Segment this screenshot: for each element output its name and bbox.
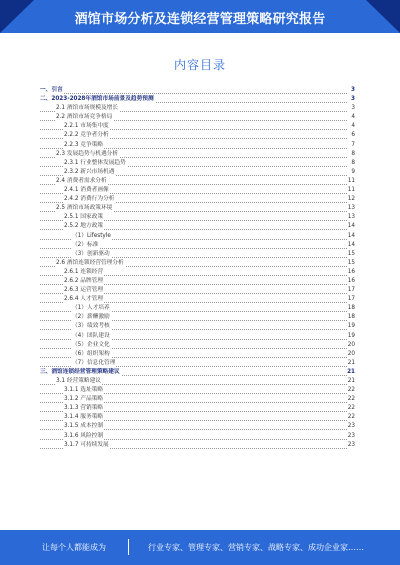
toc-entry-page: 20: [347, 341, 355, 350]
toc-entry[interactable]: [40, 204, 355, 213]
toc-entry[interactable]: [40, 404, 355, 413]
toc-entry[interactable]: [40, 322, 355, 331]
toc-entry[interactable]: [40, 141, 355, 150]
toc-entry-label[interactable]: 3.1.1 选址策略: [64, 386, 104, 395]
toc-entry-page: 14: [347, 232, 355, 241]
toc-entry[interactable]: [40, 277, 355, 286]
toc-entry-page: 8: [347, 159, 355, 168]
toc-entry-page: 14: [347, 222, 355, 231]
toc-entry-page: 17: [347, 295, 355, 304]
footer-divider: [128, 539, 129, 555]
toc-entry[interactable]: [40, 313, 355, 322]
toc-entry[interactable]: [40, 386, 355, 395]
toc-entry-page: 4: [347, 113, 355, 122]
toc-entry-page: 7: [347, 141, 355, 150]
toc-entry-label[interactable]: 2.2.2 竞争者分析: [64, 131, 110, 140]
toc-entry[interactable]: [40, 104, 355, 113]
toc-entry-page: 13: [347, 204, 355, 213]
toc-entry[interactable]: [40, 232, 355, 241]
footer-slogan: 让每个人都能成为: [42, 543, 106, 552]
toc-entry[interactable]: [40, 268, 355, 277]
toc-entry[interactable]: [40, 359, 355, 368]
toc-entry[interactable]: [40, 186, 355, 195]
toc-entry-page: 23: [347, 441, 355, 450]
toc-entry-label[interactable]: 3.1.6 风险控制: [64, 432, 104, 441]
toc-entry[interactable]: [40, 131, 355, 140]
toc-entry-page: 14: [347, 241, 355, 250]
toc-entry[interactable]: [40, 341, 355, 350]
toc-entry-label[interactable]: 2.6.4 人才管理: [64, 295, 104, 304]
toc-entry-page: 21: [347, 359, 355, 368]
toc-entry[interactable]: [40, 441, 355, 450]
toc-entry-label[interactable]: 3.1.4 服务策略: [64, 413, 104, 422]
toc-entry-page: 3: [347, 95, 355, 104]
toc-entry[interactable]: [40, 250, 355, 259]
toc-entry-page: 16: [347, 268, 355, 277]
toc-entry-page: 19: [347, 332, 355, 341]
toc-entry[interactable]: [40, 304, 355, 313]
toc-entry-label[interactable]: 2.1 酒馆市场规模及增长: [56, 104, 119, 113]
toc-entry-label[interactable]: 2.5 酒馆市场政策环境: [56, 204, 113, 213]
toc-entry[interactable]: [40, 259, 355, 268]
toc-entry-label[interactable]: 3.1.3 营销策略: [64, 404, 104, 413]
toc-entry-label[interactable]: （3）创新驱动: [72, 250, 111, 259]
toc-entry-page: 17: [347, 286, 355, 295]
toc-entry[interactable]: [40, 241, 355, 250]
toc-entry-label[interactable]: 2.3.2 新兴市场机遇: [64, 168, 115, 177]
toc-entry-page: 11: [347, 177, 355, 186]
toc-entry-label[interactable]: 2.4.1 消费者画像: [64, 186, 110, 195]
toc-entry-label[interactable]: （1）人才培养: [72, 304, 111, 313]
toc-entry[interactable]: [40, 413, 355, 422]
toc-entry-page: 12: [347, 195, 355, 204]
toc-entry[interactable]: [40, 122, 355, 131]
toc-entry-label[interactable]: （6）组织架构: [72, 350, 111, 359]
toc-entry-label[interactable]: 2.6.1 连锁经营: [64, 268, 104, 277]
toc-entry-label[interactable]: 2.2 酒馆市场竞争格局: [56, 113, 113, 122]
toc-entry[interactable]: [40, 332, 355, 341]
toc-entry-label[interactable]: 2.6.2 品牌管理: [64, 277, 104, 286]
toc-entry-page: 23: [347, 432, 355, 441]
toc-entry[interactable]: [40, 150, 355, 159]
toc-entry-label[interactable]: 3.1.2 产品策略: [64, 395, 104, 404]
toc-entry-page: 15: [347, 250, 355, 259]
toc-entry-page: 15: [347, 259, 355, 268]
toc-entry-label[interactable]: （2）薪酬激励: [72, 313, 111, 322]
toc-entry[interactable]: [40, 168, 355, 177]
toc-entry-page: 22: [347, 404, 355, 413]
toc-entry-page: 19: [347, 322, 355, 331]
toc-entry-page: 8: [347, 150, 355, 159]
toc-entry-page: 18: [347, 313, 355, 322]
toc-entry-page: 21: [347, 377, 355, 386]
toc-entry[interactable]: [40, 159, 355, 168]
toc-entry-page: 9: [347, 168, 355, 177]
toc-entry[interactable]: [40, 86, 355, 95]
toc-entry-page: 3: [347, 104, 355, 113]
toc-entry-page: 16: [347, 277, 355, 286]
toc-entry-page: 23: [347, 422, 355, 431]
toc-entry-label[interactable]: 2.2.3 竞争策略: [64, 141, 104, 150]
toc-entry[interactable]: [40, 432, 355, 441]
toc-entry-label[interactable]: 2.5.2 地方政策: [64, 222, 104, 231]
toc-entry-label[interactable]: （1）Lifestyle: [72, 232, 112, 241]
toc-heading: 内容目录: [173, 58, 226, 72]
toc-entry[interactable]: [40, 295, 355, 304]
toc-entry[interactable]: [40, 222, 355, 231]
toc-entry-page: 13: [347, 213, 355, 222]
toc-entry-page: 4: [347, 122, 355, 131]
report-title: 酒馆市场分析及连锁经营管理策略研究报告: [74, 12, 326, 27]
toc-entry[interactable]: [40, 422, 355, 431]
toc-entry-label[interactable]: 2.6 酒馆连锁经营管理分析: [56, 259, 125, 268]
toc-entry-label[interactable]: 2.3 发展趋势与机遇分析: [56, 150, 119, 159]
toc-entry-page: 6: [347, 131, 355, 140]
toc-entry-label[interactable]: （2）标准: [72, 241, 99, 250]
toc-entry-page: 11: [347, 186, 355, 195]
toc-entry[interactable]: [40, 395, 355, 404]
toc-entry-label[interactable]: 三、酒馆连锁经营管理策略建议: [40, 368, 121, 377]
toc-entry-label[interactable]: （3）绩效考核: [72, 322, 111, 331]
toc-entry-label[interactable]: 2.5.1 国家政策: [64, 213, 104, 222]
footer-band: [0, 530, 400, 565]
toc-entry[interactable]: [40, 195, 355, 204]
toc-entry[interactable]: [40, 177, 355, 186]
toc-leader-dots: [40, 92, 347, 94]
toc-entry-label[interactable]: （5）企业文化: [72, 341, 111, 350]
toc-entry-label[interactable]: 二、2023-2028年酒馆市场前景及趋势预测: [40, 95, 155, 104]
toc-entry[interactable]: [40, 213, 355, 222]
toc-entry[interactable]: [40, 377, 355, 386]
toc-entry[interactable]: [40, 350, 355, 359]
toc-entry[interactable]: [40, 368, 355, 377]
toc-entry-label[interactable]: 2.3.1 行业整体发展趋势: [64, 159, 127, 168]
toc-entry-label[interactable]: 2.4 消费者需求分析: [56, 177, 108, 186]
toc-entry-label[interactable]: 2.4.2 消费行为分析: [64, 195, 115, 204]
toc-entry-label[interactable]: 3.1 经营策略建议: [56, 377, 102, 386]
toc-entry-label[interactable]: （7）信息化管理: [72, 359, 116, 368]
toc-entry-page: 3: [347, 86, 355, 95]
toc-entry[interactable]: [40, 286, 355, 295]
toc-entry-label[interactable]: （4）团队建设: [72, 332, 111, 341]
toc-entry-label[interactable]: 2.6.3 运营管理: [64, 286, 104, 295]
toc-entry-page: 22: [347, 386, 355, 395]
toc-entry-page: 20: [347, 350, 355, 359]
toc-entry-page: 22: [347, 395, 355, 404]
footer-tagline: 行业专家、管理专家、营销专家、战略专家、成功企业家……: [148, 543, 364, 552]
toc-entry-label[interactable]: 一、引言: [40, 86, 64, 95]
toc-entry-page: 22: [347, 413, 355, 422]
toc-entry-label[interactable]: 3.1.5 成本控制: [64, 422, 104, 431]
toc-entry-label[interactable]: 2.2.1 市场集中度: [64, 122, 110, 131]
toc-entry-page: 18: [347, 304, 355, 313]
table-of-contents: [40, 86, 355, 450]
toc-entry-label[interactable]: 3.1.7 可持续发展: [64, 441, 110, 450]
toc-entry[interactable]: [40, 95, 355, 104]
toc-entry-page: 21: [347, 368, 355, 377]
toc-entry[interactable]: [40, 113, 355, 122]
